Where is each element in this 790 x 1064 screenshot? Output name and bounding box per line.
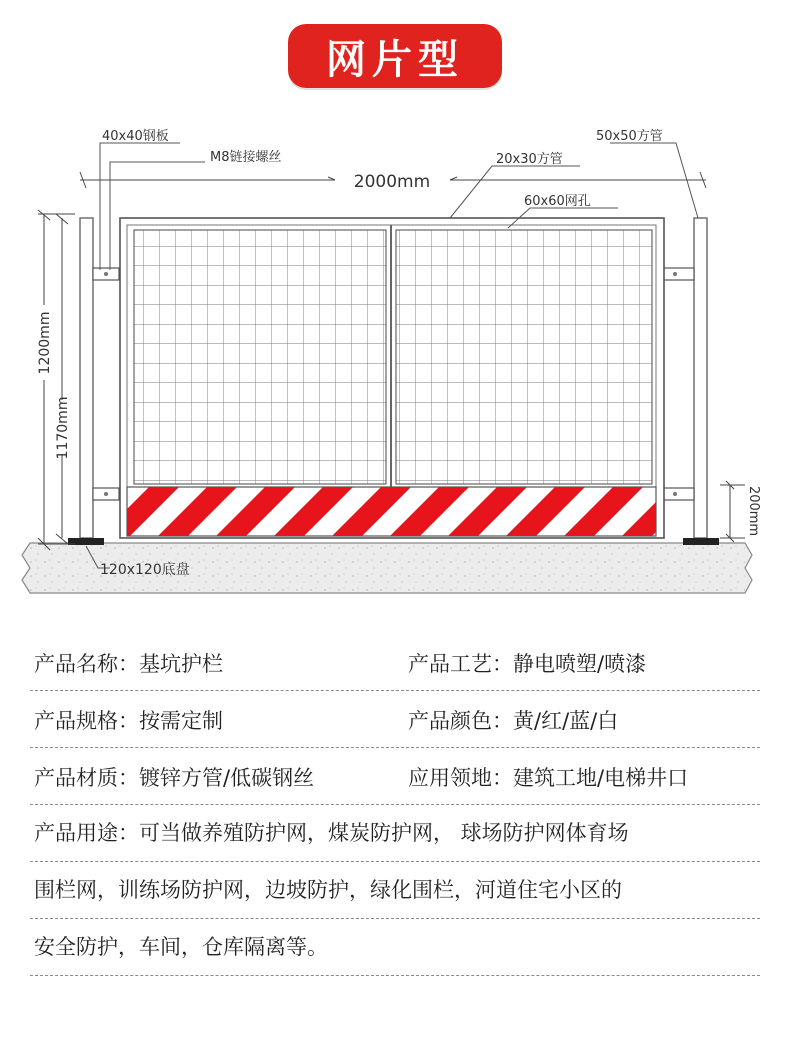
product-name: 产品名称：基坑护栏 [34, 652, 223, 676]
page-title: 网片型 [288, 24, 502, 88]
width-label: 2000mm [353, 172, 431, 192]
mesh-right [396, 230, 652, 484]
post-tube-label: 50x50方管 [596, 129, 663, 144]
mesh-left [134, 230, 386, 484]
height-dimensions [38, 210, 75, 550]
product-info [30, 634, 760, 976]
usage-line: 产品用途：可当做养殖防护网，煤炭防护网， 球场防护网体育场 [30, 805, 760, 862]
product-material: 产品材质：镀锌方管/低碳钢丝 [34, 766, 315, 790]
info-row [30, 691, 760, 748]
product-usage [30, 805, 760, 976]
right-post [694, 218, 707, 538]
stripe-height-dimension [720, 481, 745, 542]
product-process: 产品工艺：静电喷塑/喷漆 [408, 652, 647, 676]
info-row [30, 748, 760, 805]
product-spec: 产品规格：按需定制 [34, 709, 223, 733]
frame-tube-label: 20x30方管 [496, 152, 563, 167]
right-base-plate [683, 538, 719, 545]
left-post [80, 218, 93, 538]
stripe-height-label: 200mm [746, 485, 761, 537]
bolt-label: M8链接螺丝 [210, 150, 282, 165]
base-plate-label: 120x120底盘 [100, 562, 190, 578]
steel-plate-label: 40x40钢板 [102, 129, 169, 144]
usage-line: 围栏网，训练场防护网，边坡防护，绿化围栏，河道住宅小区的 [30, 862, 760, 919]
application-area: 应用领地：建筑工地/电梯井口 [408, 766, 689, 790]
height-total-label: 1200mm [37, 311, 53, 375]
height-panel-label: 1170mm [55, 396, 71, 460]
usage-line: 安全防护，车间，仓库隔离等。 [30, 919, 760, 976]
mesh-label: 60x60网孔 [524, 194, 591, 209]
fence-diagram [0, 110, 790, 620]
info-row [30, 634, 760, 691]
product-color: 产品颜色：黄/红/蓝/白 [408, 709, 619, 733]
